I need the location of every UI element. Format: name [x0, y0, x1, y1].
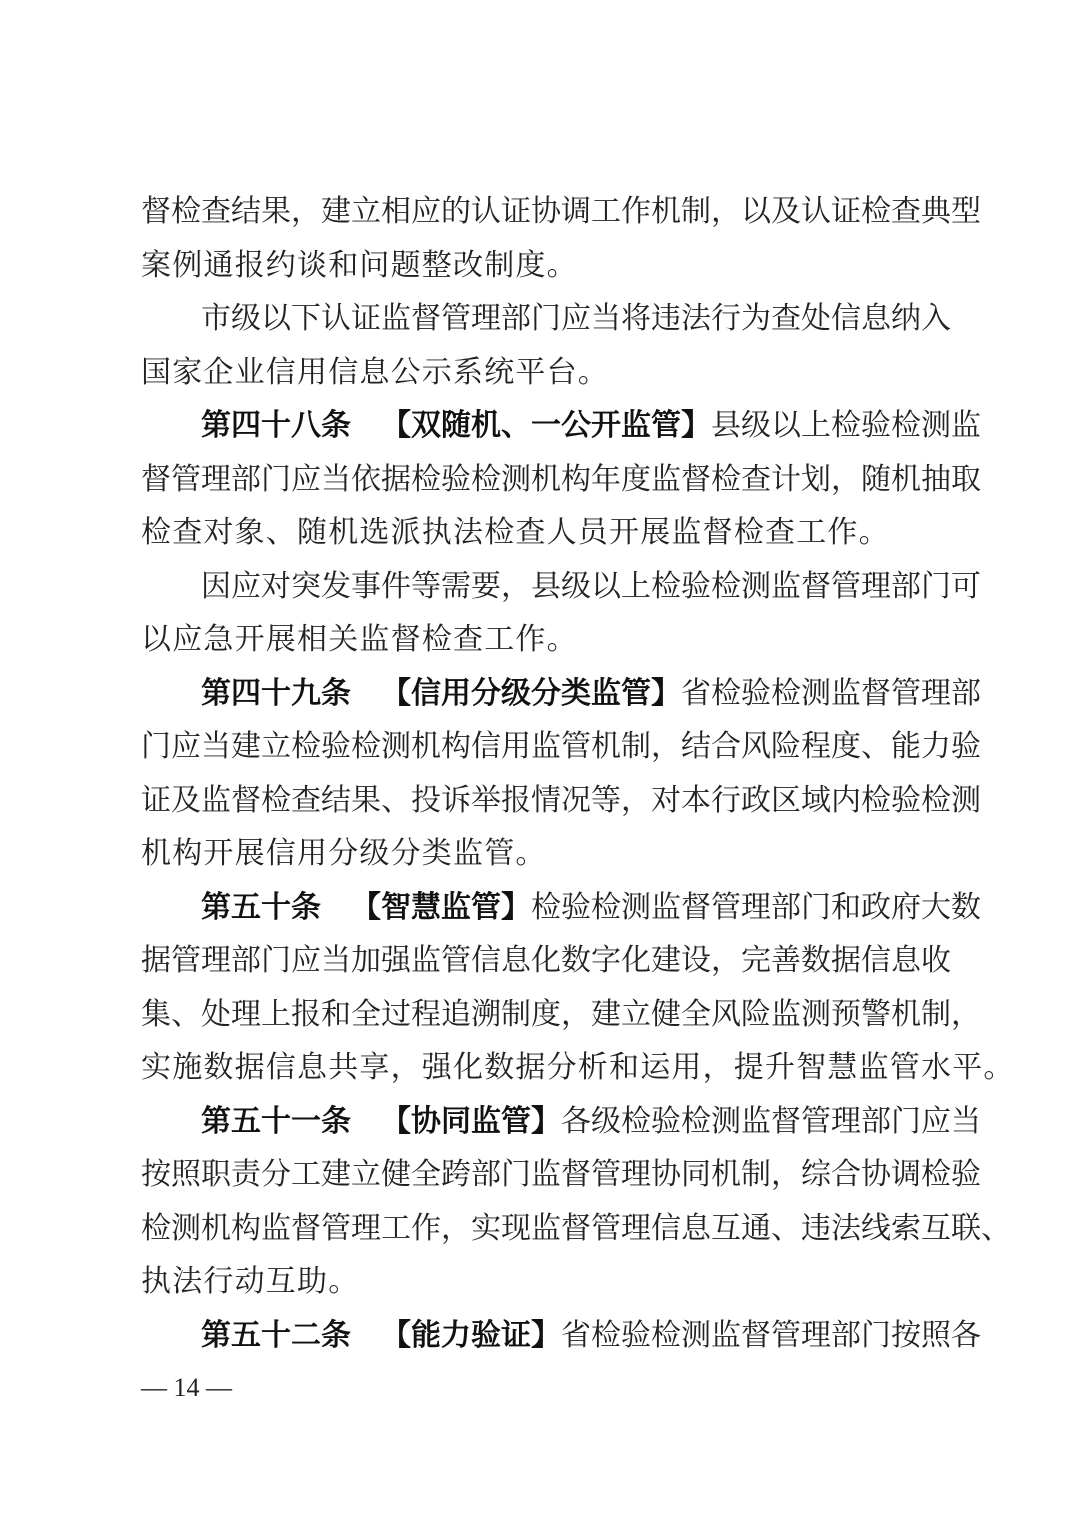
line-text: 执法行动互助。 [141, 1264, 360, 1299]
text-line [141, 506, 941, 560]
line-text: 县级以上检验检测监 [711, 408, 981, 443]
page-number: — 14 — [141, 1373, 232, 1402]
text-line [141, 774, 981, 828]
article-number: 第五十一条 [201, 1103, 351, 1139]
line-text: 检查对象、随机选派执法检查人员开展监督检查工作。 [141, 515, 890, 550]
line-text: 因应对突发事件等需要，县级以上检验检测监督管理部门可 [201, 568, 981, 604]
text-line [141, 453, 981, 507]
line-text: 以应急开展相关监督检查工作。 [141, 622, 578, 657]
article-title: 【智慧监管】 [351, 889, 531, 925]
paragraph-first-line [141, 560, 981, 614]
line-text: 门应当建立检验检测机构信用监管机制，结合风险程度、能力验 [141, 729, 981, 764]
line-text: 按照职责分工建立健全跨部门监督管理协同机制，综合协调检验 [141, 1157, 981, 1192]
line-text: 各级检验检测监督管理部门应当 [561, 1103, 981, 1139]
line-text: 市级以下认证监督管理部门应当将违法行为查处信息纳入 [201, 301, 951, 336]
line-text: 督检查结果，建立相应的认证协调工作机制，以及认证检查典型 [141, 194, 981, 229]
paragraph-first-line [141, 292, 951, 346]
line-text: 案例通报约谈和问题整改制度。 [141, 247, 578, 283]
text-line [141, 185, 981, 239]
text-line [141, 239, 941, 293]
article-52-first-line [141, 1309, 981, 1363]
line-text: 省检验检测监督管理部门按照各 [561, 1317, 981, 1353]
line-text: 据管理部门应当加强监管信息化数字化建设，完善数据信息收 [141, 943, 951, 978]
article-title: 【双随机、一公开监管】 [381, 408, 711, 443]
text-line [141, 1148, 981, 1202]
text-line [141, 613, 941, 667]
line-text: 督管理部门应当依据检验检测机构年度监督检查计划，随机抽取 [141, 461, 981, 497]
article-number: 第五十条 [201, 889, 321, 925]
article-48-first-line [141, 399, 981, 453]
article-49-first-line [141, 667, 981, 721]
document-body [141, 185, 1015, 1362]
line-text: 检测机构监督管理工作，实现监督管理信息互通、违法线索互联、 [141, 1210, 1011, 1246]
text-line [141, 346, 941, 400]
article-number: 第四十八条 [201, 408, 351, 443]
text-line [141, 1041, 1015, 1095]
line-text: 实施数据信息共享，强化数据分析和运用，提升智慧监管水平。 [141, 1050, 1015, 1085]
line-text: 集、处理上报和全过程追溯制度，建立健全风险监测预警机制， [141, 996, 981, 1032]
text-line [141, 827, 941, 881]
line-text: 检验检测监督管理部门和政府大数 [531, 889, 981, 925]
text-line [141, 1255, 941, 1309]
text-line [141, 1202, 1011, 1256]
article-number: 第五十二条 [201, 1317, 351, 1353]
text-line [141, 988, 981, 1042]
article-51-first-line [141, 1095, 981, 1149]
article-number: 第四十九条 [201, 675, 351, 711]
line-text: 机构开展信用分级分类监管。 [141, 836, 547, 871]
article-title: 【能力验证】 [381, 1317, 561, 1353]
line-text: 国家企业信用信息公示系统平台。 [141, 354, 609, 390]
line-text: 证及监督检查结果、投诉举报情况等，对本行政区域内检验检测 [141, 782, 981, 818]
text-line [141, 934, 951, 988]
article-title: 【信用分级分类监管】 [381, 675, 681, 711]
article-title: 【协同监管】 [381, 1103, 561, 1139]
text-line [141, 720, 981, 774]
article-50-first-line [141, 881, 981, 935]
line-text: 省检验检测监督管理部 [681, 675, 981, 711]
